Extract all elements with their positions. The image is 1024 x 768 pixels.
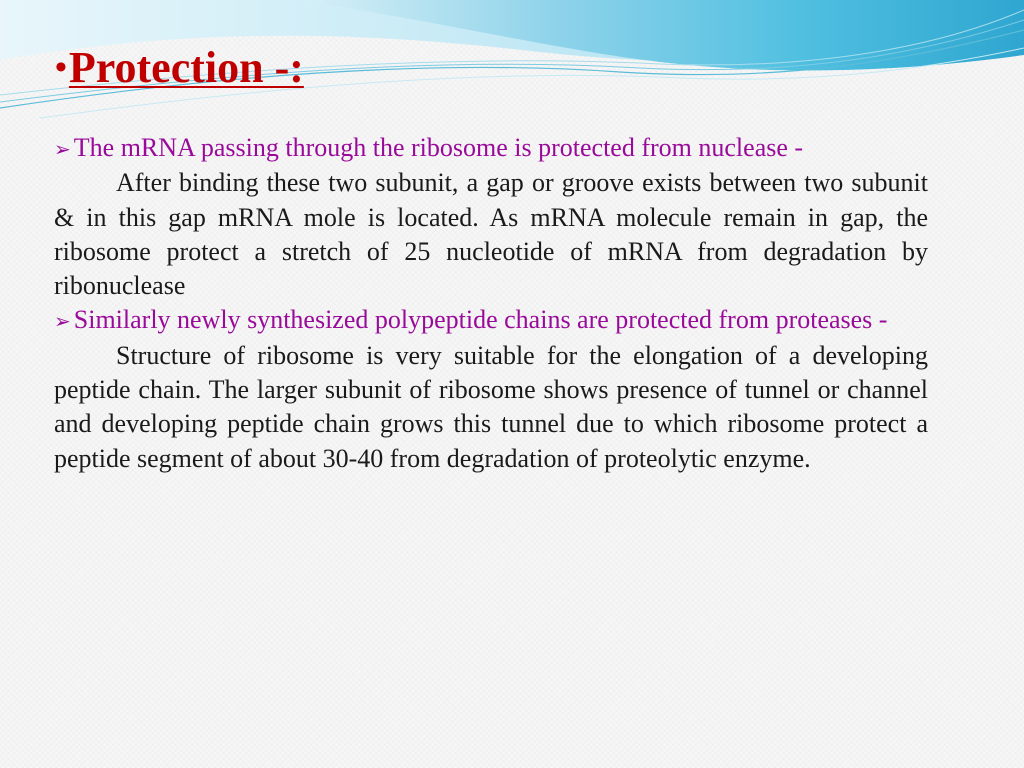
point-body-2: Structure of ribosome is very suitable for the elongation of a developing peptide chain. The larger subunit of ribosome shows presence of tunnel or channel and developing peptide chain grows this tunnel due to which ribosome protect a peptide segment of about 30-40 from degradation of proteolytic enzyme. bbox=[54, 340, 928, 473]
point-heading-2 bbox=[54, 303, 928, 338]
title-text: Protection -: bbox=[68, 43, 304, 92]
point-heading-1-text: The mRNA passing through the ribosome is protected from nuclease - bbox=[73, 133, 804, 162]
title-bullet-icon: • bbox=[55, 49, 67, 86]
arrow-bullet-icon: ➢ bbox=[54, 309, 71, 334]
slide-title bbox=[55, 44, 304, 92]
point-heading-2-text: Similarly newly synthesized polypeptide chains are protected from proteases - bbox=[73, 305, 888, 335]
slide-content bbox=[54, 131, 928, 476]
arrow-bullet-icon: ➢ bbox=[54, 137, 71, 161]
point-body-1: After binding these two subunit, a gap or groove exists between two subunit & in this gap mRNA mole is located. As mRNA molecule remain in gap, the ribosome protect a stretch of 25 nucleotide of mRNA from degradation by ribonuclease bbox=[54, 168, 928, 301]
point-heading-1 bbox=[54, 131, 928, 166]
